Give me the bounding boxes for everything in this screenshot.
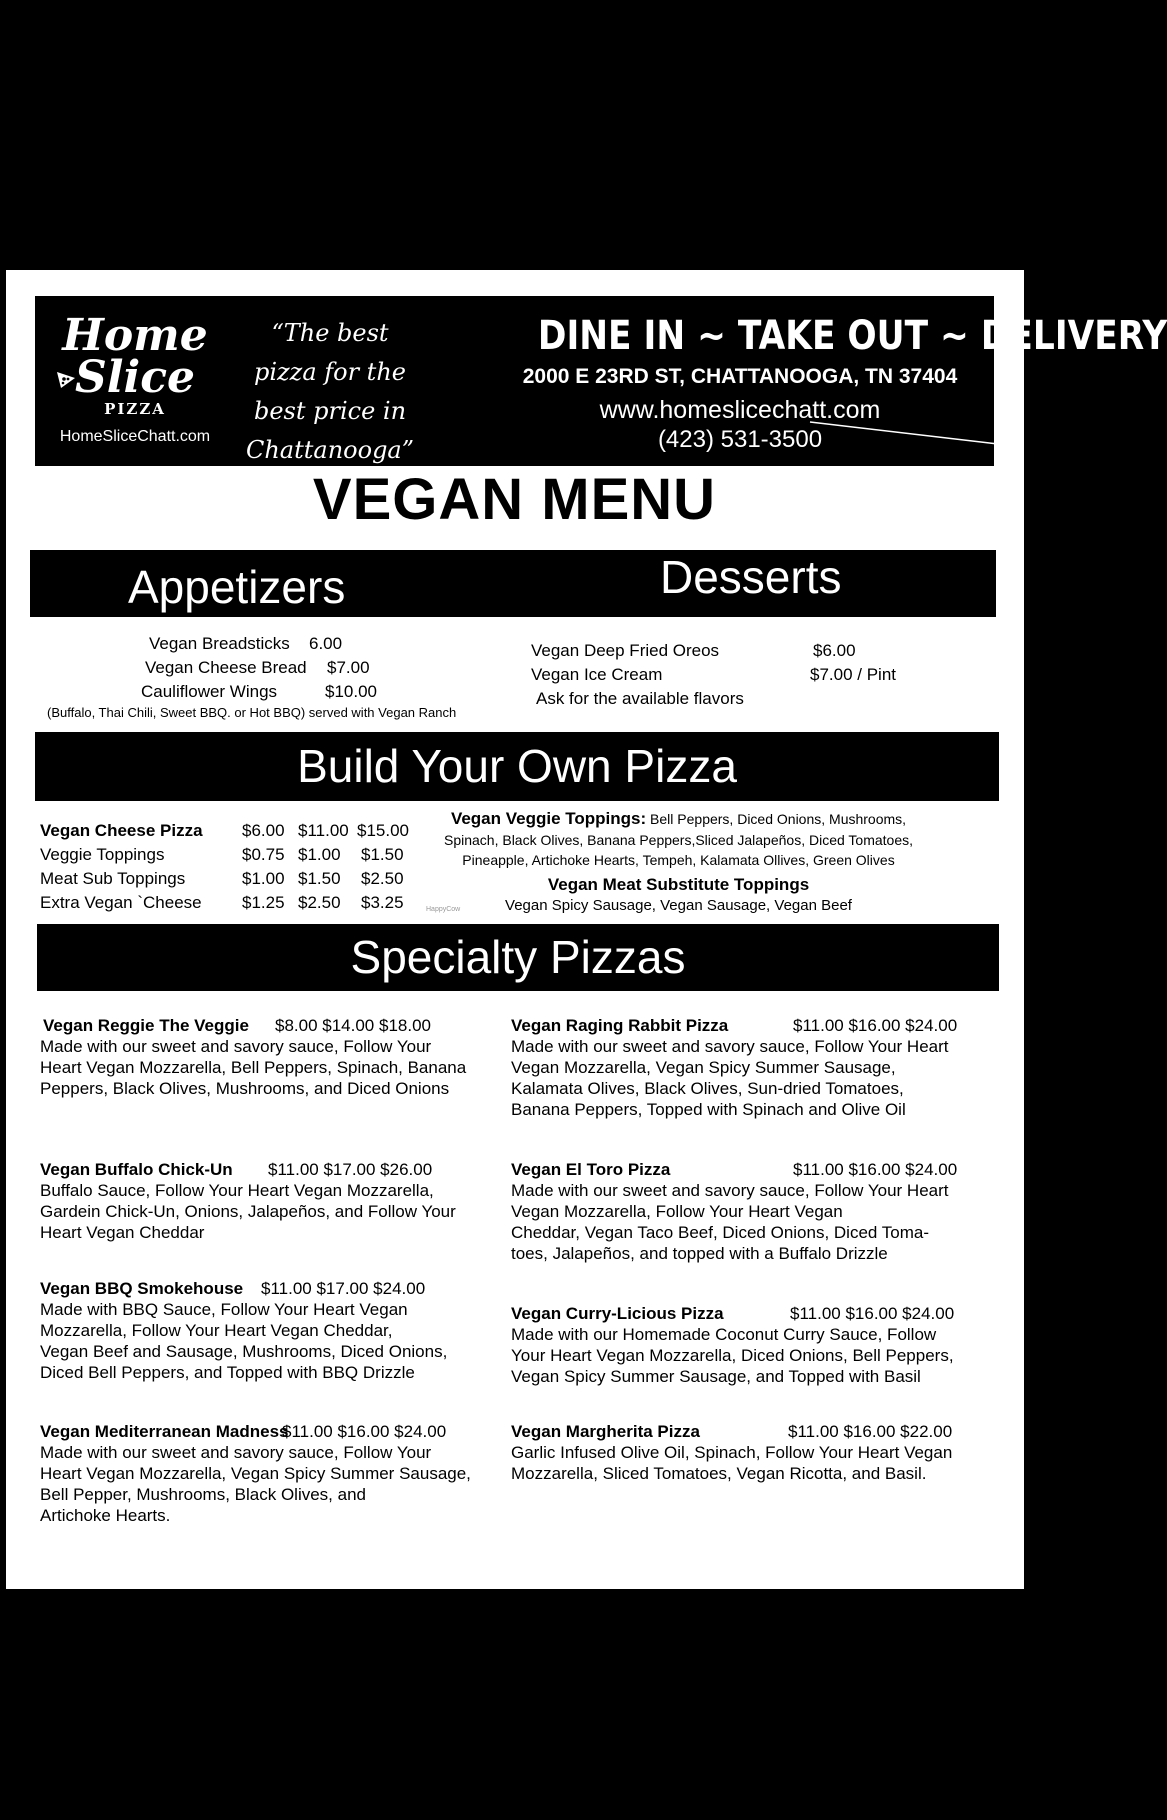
item-name: Vegan Breadsticks — [149, 634, 290, 653]
slogan-line: best price in — [253, 397, 407, 425]
pizza-prices: $11.00 $16.00 $24.00 — [793, 1160, 958, 1179]
specialty-pizza — [40, 1015, 510, 1099]
build-price-medium: $1.50 — [298, 869, 341, 888]
specialty-pizza — [511, 1015, 981, 1120]
desserts-heading: Desserts — [660, 551, 842, 603]
pizza-name: Vegan Buffalo Chick-Un — [40, 1160, 233, 1179]
address: 2000 E 23RD ST, CHATTANOOGA, TN 37404 — [522, 365, 958, 388]
build-price-large: $1.50 — [361, 845, 404, 864]
build-your-own-heading: Build Your Own Pizza — [297, 740, 737, 792]
service-options: DINE IN ~ TAKE OUT ~ DELIVERY — [537, 313, 1167, 359]
appetizer-note: (Buffalo, Thai Chili, Sweet BBQ. or Hot BBQ) served with Vegan Ranch — [47, 705, 457, 720]
decorative-line — [810, 422, 998, 462]
pizza-description: Made with our sweet and savory sauce, Follow Your Heart Vegan Mozzarella, Vegan Spicy Summer Sausage, Bell Pepper, Mushrooms, Black Olives, and Artichoke Hearts. — [40, 1443, 471, 1525]
appetizer-item — [141, 681, 377, 702]
pizza-prices: $8.00 $14.00 $18.00 — [275, 1016, 431, 1035]
veggie-toppings-label: Vegan Veggie Toppings: — [450, 809, 647, 828]
build-your-own-bar — [35, 732, 999, 801]
dessert-note: Ask for the available flavors — [536, 689, 744, 708]
specialty-bar — [37, 924, 999, 991]
happycow-watermark: HappyCow — [426, 906, 461, 913]
pizza-description: Made with our sweet and savory sauce, Follow Your Heart Vegan Mozzarella, Follow Your Heart Vegan Cheddar, Vegan Taco Beef, Diced Onions, Diced Toma- toes, Jalapeños, and topped with a Buffalo Drizzle — [511, 1181, 949, 1263]
dessert-item — [531, 640, 856, 661]
pizza-description: Made with our sweet and savory sauce, Follow Your Heart Vegan Mozzarella, Vegan Spicy Summer Sausage, Kalamata Olives, Black Olives, Sun-dried Tomatoes, Banana Peppers, Topped with Spinach and Olive Oil — [511, 1037, 949, 1119]
pizza-prices: $11.00 $17.00 $24.00 — [261, 1279, 426, 1298]
slogan — [245, 314, 415, 470]
pizza-prices: $11.00 $16.00 $24.00 — [282, 1422, 447, 1441]
build-row — [40, 844, 404, 865]
specialty-heading: Specialty Pizzas — [350, 931, 686, 983]
pizza-name: Vegan Margherita Pizza — [511, 1422, 700, 1441]
pizza-description: Made with our Homemade Coconut Curry Sauce, Follow Your Heart Vegan Mozzarella, Diced Onions, Bell Peppers, Vegan Spicy Summer Sausage, and Topped with Basil — [511, 1325, 954, 1386]
appetizer-item — [149, 633, 343, 654]
specialty-pizza — [40, 1278, 510, 1383]
pizza-name: Vegan Reggie The Veggie — [43, 1016, 249, 1035]
specialty-pizza — [40, 1159, 510, 1243]
build-price-small: $1.25 — [242, 893, 285, 912]
build-row — [40, 820, 409, 841]
build-price-small: $0.75 — [242, 845, 285, 864]
menu-sheet — [6, 270, 1167, 1589]
pizza-name: Vegan Raging Rabbit Pizza — [511, 1016, 729, 1035]
logo-pizza: PIZZA — [104, 400, 166, 418]
item-name: Vegan Deep Fried Oreos — [531, 641, 720, 660]
item-price: $7.00 — [327, 658, 370, 677]
meat-substitute-text: Vegan Spicy Sausage, Vegan Sausage, Vegan Beef — [505, 897, 852, 914]
build-price-small: $6.00 — [242, 821, 285, 840]
veggie-toppings-line — [391, 809, 966, 829]
pizza-name: Vegan Curry-Licious Pizza — [511, 1304, 724, 1323]
item-price: $6.00 — [813, 641, 856, 660]
item-name: Vegan Cheese Bread — [145, 658, 307, 677]
build-row — [40, 892, 404, 913]
pizza-prices: $11.00 $17.00 $26.00 — [268, 1160, 433, 1179]
dessert-item — [531, 664, 897, 685]
build-price-medium: $1.00 — [298, 845, 341, 864]
build-price-large: $15.00 — [357, 821, 409, 840]
pizza-description: Made with BBQ Sauce, Follow Your Heart Vegan Mozzarella, Follow Your Heart Vegan Cheddar, Vegan Beef and Sausage, Mushrooms, Diced Onions, Diced Bell Peppers, and Topped with BBQ Drizzle — [40, 1300, 448, 1382]
pizza-prices: $11.00 $16.00 $24.00 — [793, 1016, 958, 1035]
meat-substitute-label: Vegan Meat Substitute Toppings — [547, 875, 810, 894]
slogan-line: Chattanooga” — [245, 436, 415, 464]
slogan-line: “The best — [271, 319, 389, 347]
page-title: VEGAN MENU — [312, 467, 717, 532]
logo — [55, 306, 215, 456]
item-price: $10.00 — [325, 682, 377, 701]
build-row-name: Vegan Cheese Pizza — [40, 821, 203, 840]
specialty-pizza — [511, 1421, 981, 1484]
specialty-pizza — [511, 1159, 981, 1264]
logo-website: HomeSliceChatt.com — [59, 428, 211, 445]
veggie-toppings-text: Bell Peppers, Diced Onions, Mushrooms, — [650, 811, 907, 827]
pizza-name: Vegan El Toro Pizza — [511, 1160, 671, 1179]
item-name: Vegan Ice Cream — [531, 665, 663, 684]
item-price: $7.00 / Pint — [810, 665, 897, 684]
veggie-toppings-text: Spinach, Black Olives, Banana Peppers,Sliced Jalapeños, Diced Tomatoes, — [443, 832, 913, 848]
build-row — [40, 868, 404, 889]
logo-home: Home — [62, 310, 208, 361]
pizza-description: Buffalo Sauce, Follow Your Heart Vegan Mozzarella, Gardein Chick-Un, Onions, Jalapeños, and Follow Your Heart Vegan Cheddar — [40, 1181, 456, 1242]
pizza-slice-icon — [55, 368, 77, 390]
specialty-pizza — [511, 1303, 981, 1387]
header-banner — [35, 296, 1167, 466]
website: www.homeslicechatt.com — [599, 396, 881, 424]
build-price-large: $3.25 — [361, 893, 404, 912]
phone: (423) 531-3500 — [657, 426, 823, 453]
logo-slice: Slice — [75, 352, 195, 403]
pizza-description: Made with our sweet and savory sauce, Follow Your Heart Vegan Mozzarella, Bell Peppers, Spinach, Banana Peppers, Black Olives, Mushrooms, and Diced Onions — [40, 1037, 467, 1098]
item-name: Cauliflower Wings — [141, 682, 278, 701]
veggie-toppings-text: Pineapple, Artichoke Hearts, Tempeh, Kalamata Ollives, Green Olives — [462, 852, 895, 868]
build-price-medium: $11.00 — [298, 821, 349, 840]
item-price: 6.00 — [309, 634, 343, 653]
build-row-name: Extra Vegan `Cheese — [40, 893, 202, 912]
pizza-prices: $11.00 $16.00 $22.00 — [788, 1422, 953, 1441]
pizza-name: Vegan BBQ Smokehouse — [40, 1279, 244, 1298]
build-row-name: Meat Sub Toppings — [40, 869, 186, 888]
appetizers-desserts-bar — [30, 550, 996, 617]
pizza-prices: $11.00 $16.00 $24.00 — [790, 1304, 955, 1323]
specialty-pizza — [40, 1421, 510, 1526]
appetizers-heading: Appetizers — [128, 561, 346, 613]
build-price-medium: $2.50 — [298, 893, 341, 912]
build-row-name: Veggie Toppings — [40, 845, 165, 864]
slogan-line: pizza for the — [253, 358, 406, 386]
build-price-small: $1.00 — [242, 869, 285, 888]
pizza-name: Vegan Mediterranean Madness — [40, 1422, 289, 1441]
appetizer-item — [145, 657, 370, 678]
build-price-large: $2.50 — [361, 869, 404, 888]
pizza-description: Garlic Infused Olive Oil, Spinach, Follow Your Heart Vegan Mozzarella, Sliced Tomatoes, Vegan Ricotta, and Basil. — [511, 1443, 953, 1483]
